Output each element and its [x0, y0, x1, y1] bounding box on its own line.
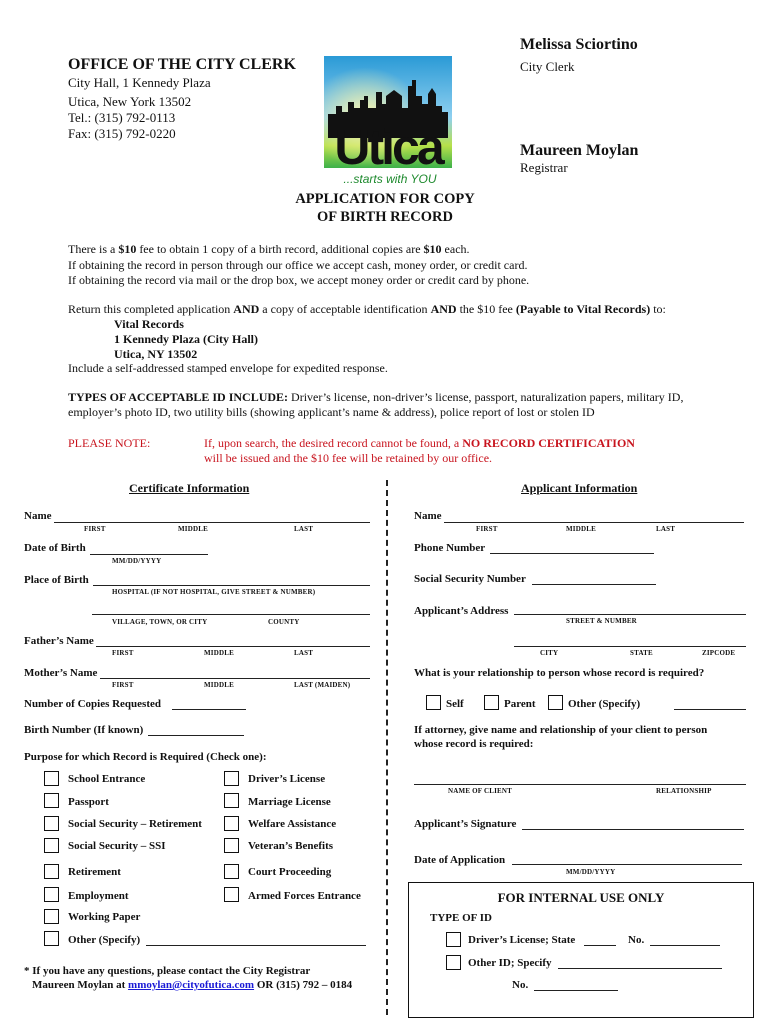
county-sub: COUNTY	[268, 618, 300, 626]
cert-name-field[interactable]	[54, 522, 370, 523]
internal-other-number-field[interactable]	[534, 990, 618, 991]
pob-label: Place of Birth	[24, 574, 89, 586]
purpose-label-court-proceeding: Court Proceeding	[248, 866, 332, 878]
checkbox-parent[interactable]	[484, 695, 499, 710]
checkbox-ss-retirement[interactable]	[44, 816, 59, 831]
registrar-email-link[interactable]: mmoylan@cityofutica.com	[128, 979, 255, 991]
phone-label: Phone Number	[414, 542, 486, 554]
date-sub: MM/DD/YYYY	[566, 868, 616, 876]
clerk-title: City Clerk	[520, 59, 575, 74]
checkbox-court-proceeding[interactable]	[224, 864, 239, 879]
purpose-other-field[interactable]	[146, 945, 366, 946]
checkbox-school-entrance[interactable]	[44, 771, 59, 786]
rel-self-label: Self	[446, 698, 464, 710]
column-divider	[386, 480, 388, 1015]
please-note-line-2: will be issued and the $10 fee will be retained by our office.	[204, 451, 493, 465]
purpose-label-veterans-benefits: Veteran’s Benefits	[248, 840, 334, 852]
checkbox-passport[interactable]	[44, 793, 59, 808]
checkbox-internal-drivers-license[interactable]	[446, 932, 461, 947]
internal-other-field[interactable]	[558, 968, 722, 969]
cert-name-middle-sub: MIDDLE	[178, 525, 208, 533]
registrar-title: Registrar	[520, 160, 568, 175]
purpose-label-armed-forces: Armed Forces Entrance	[248, 890, 361, 902]
checkbox-other-relationship[interactable]	[548, 695, 563, 710]
contact-line-1: * If you have any questions, please contact the City Registrar	[24, 965, 311, 977]
relationship-question: What is your relationship to person whose record is required?	[414, 667, 705, 679]
address-label: Applicant’s Address	[414, 605, 509, 617]
checkbox-welfare-assistance[interactable]	[224, 816, 239, 831]
checkbox-other[interactable]	[44, 931, 59, 946]
dob-label: Date of Birth	[24, 542, 86, 554]
fax: Fax: (315) 792-0220	[68, 126, 176, 141]
please-note-label: PLEASE NOTE:	[68, 436, 151, 450]
cert-name-last-sub: LAST	[294, 525, 314, 533]
address-line-2: Utica, New York 13502	[68, 94, 192, 109]
copies-label: Number of Copies Requested	[24, 698, 161, 710]
certificate-info-heading: Certificate Information	[129, 481, 250, 495]
attorney-line-2: whose record is required:	[414, 738, 534, 750]
birth-number-field[interactable]	[148, 735, 244, 736]
checkbox-working-paper[interactable]	[44, 909, 59, 924]
cert-name-label: Name	[24, 510, 52, 522]
registrar-name: Maureen Moylan	[520, 142, 639, 159]
applicant-name-label: Name	[414, 510, 442, 522]
envelope-note: Include a self-addressed stamped envelope for expedited response.	[68, 361, 388, 375]
checkbox-marriage-license[interactable]	[224, 793, 239, 808]
city-sub: CITY	[540, 649, 559, 657]
rel-other-label: Other (Specify)	[568, 698, 641, 710]
attorney-line-1: If attorney, give name and relationship of your client to person	[414, 724, 708, 736]
father-field[interactable]	[96, 646, 370, 647]
father-middle-sub: MIDDLE	[204, 649, 234, 657]
signature-field[interactable]	[522, 829, 744, 830]
street-sub: STREET & NUMBER	[566, 617, 637, 625]
return-instruction: Return this completed application AND a copy of acceptable identification AND the $10 fee (Payable to Vital Records) to:	[68, 302, 666, 316]
mail-address-1: Vital Records	[114, 317, 184, 331]
purpose-label-retirement: Retirement	[68, 866, 121, 878]
svg-text:...starts with YOU: ...starts with YOU	[343, 172, 437, 186]
cert-name-first-sub: FIRST	[84, 525, 106, 533]
checkbox-internal-other-id[interactable]	[446, 955, 461, 970]
rel-parent-label: Parent	[504, 698, 536, 710]
purpose-label-employment: Employment	[68, 890, 129, 902]
purpose-label-school-entrance: School Entrance	[68, 773, 146, 785]
internal-other-label: Other ID; Specify	[468, 957, 552, 969]
internal-dl-state-field[interactable]	[584, 945, 616, 946]
mail-address-2: 1 Kennedy Plaza (City Hall)	[114, 332, 258, 346]
internal-use-heading: FOR INTERNAL USE ONLY	[497, 890, 665, 905]
mail-address-3: Utica, NY 13502	[114, 347, 198, 361]
copies-field[interactable]	[172, 709, 246, 710]
applicant-info-heading: Applicant Information	[521, 481, 638, 495]
mother-first-sub: FIRST	[112, 681, 134, 689]
please-note-line-1: If, upon search, the desired record cannot be found, a NO RECORD CERTIFICATION	[204, 436, 635, 450]
mother-label: Mother’s Name	[24, 667, 98, 679]
id-types-line-1: TYPES OF ACCEPTABLE ID INCLUDE: Driver’s license, non-driver’s license, passport, naturalization papers, military ID,	[68, 390, 684, 404]
purpose-label-welfare-assistance: Welfare Assistance	[248, 818, 337, 830]
address-city-field[interactable]	[514, 646, 746, 647]
checkbox-self[interactable]	[426, 695, 441, 710]
utica-logo	[324, 56, 452, 188]
purpose-label-ss-ssi: Social Security – SSI	[68, 840, 166, 852]
father-first-sub: FIRST	[112, 649, 134, 657]
ssn-field[interactable]	[532, 584, 656, 585]
fee-line-1: There is a $10 fee to obtain 1 copy of a birth record, additional copies are $10 each.	[68, 242, 470, 256]
id-types-line-2: employer’s photo ID, two utility bills (showing applicant’s name & address), police report of lost or stolen ID	[68, 405, 595, 419]
fee-line-3: If obtaining the record via mail or the drop box, we accept money order or credit card by phone.	[68, 273, 530, 287]
birth-number-label: Birth Number (If known)	[24, 724, 144, 736]
dob-field[interactable]	[90, 554, 208, 555]
father-label: Father’s Name	[24, 635, 94, 647]
clerk-name: Melissa Sciortino	[520, 36, 638, 53]
pob-field[interactable]	[93, 585, 370, 586]
father-last-sub: LAST	[294, 649, 314, 657]
date-field[interactable]	[512, 864, 742, 865]
relationship-sub: RELATIONSHIP	[656, 787, 712, 795]
zip-sub: ZIPCODE	[702, 649, 736, 657]
phone-field[interactable]	[490, 553, 654, 554]
village-sub: VILLAGE, TOWN, OR CITY	[112, 618, 208, 626]
mother-field[interactable]	[100, 678, 370, 679]
doc-title-line-2: OF BIRTH RECORD	[317, 209, 453, 225]
purpose-label-ss-retirement: Social Security – Retirement	[68, 818, 202, 830]
internal-dl-number-field[interactable]	[650, 945, 720, 946]
svg-text:Utica: Utica	[334, 119, 442, 175]
signature-label: Applicant’s Signature	[414, 818, 517, 830]
purpose-label: Purpose for which Record is Required (Check one):	[24, 751, 267, 763]
purpose-label-passport: Passport	[68, 796, 109, 808]
ssn-label: Social Security Number	[414, 573, 526, 585]
office-title: OFFICE OF THE CITY CLERK	[68, 56, 296, 73]
fee-line-2: If obtaining the record in person through our office we accept cash, money order, or credit card.	[68, 258, 528, 272]
contact-line-2: Maureen Moylan at mmoylan@cityofutica.com OR (315) 792 – 0184	[32, 979, 353, 991]
mother-middle-sub: MIDDLE	[204, 681, 234, 689]
telephone: Tel.: (315) 792-0113	[68, 110, 176, 125]
address-street-field[interactable]	[514, 614, 746, 615]
applicant-last-sub: LAST	[656, 525, 676, 533]
address-line-1: City Hall, 1 Kennedy Plaza	[68, 75, 211, 90]
client-field[interactable]	[414, 784, 746, 785]
mother-last-sub: LAST (MAIDEN)	[294, 681, 351, 689]
purpose-label-marriage-license: Marriage License	[248, 796, 331, 808]
applicant-middle-sub: MIDDLE	[566, 525, 596, 533]
state-sub: STATE	[630, 649, 653, 657]
client-sub: NAME OF CLIENT	[448, 787, 512, 795]
date-label: Date of Application	[414, 854, 506, 866]
internal-no2-label: No.	[512, 979, 529, 991]
checkbox-ss-ssi[interactable]	[44, 838, 59, 853]
applicant-first-sub: FIRST	[476, 525, 498, 533]
checkbox-veterans-benefits[interactable]	[224, 838, 239, 853]
applicant-name-field[interactable]	[444, 522, 744, 523]
pob-sub: HOSPITAL (IF NOT HOSPITAL, GIVE STREET & NUMBER)	[112, 588, 316, 596]
purpose-label-drivers-license: Driver’s License	[248, 773, 326, 785]
internal-dl-label: Driver’s License; State	[468, 934, 576, 946]
purpose-label-other: Other (Specify)	[68, 934, 141, 946]
internal-no-label: No.	[628, 934, 645, 946]
checkbox-armed-forces[interactable]	[224, 887, 239, 902]
type-of-id-label: TYPE OF ID	[430, 912, 492, 924]
purpose-label-working-paper: Working Paper	[68, 911, 141, 923]
checkbox-employment[interactable]	[44, 887, 59, 902]
dob-sub: MM/DD/YYYY	[112, 557, 162, 565]
rel-other-field[interactable]	[674, 709, 746, 710]
doc-title-line-1: APPLICATION FOR COPY	[295, 191, 475, 207]
checkbox-retirement[interactable]	[44, 864, 59, 879]
checkbox-drivers-license[interactable]	[224, 771, 239, 786]
pob-village-field[interactable]	[92, 614, 370, 615]
